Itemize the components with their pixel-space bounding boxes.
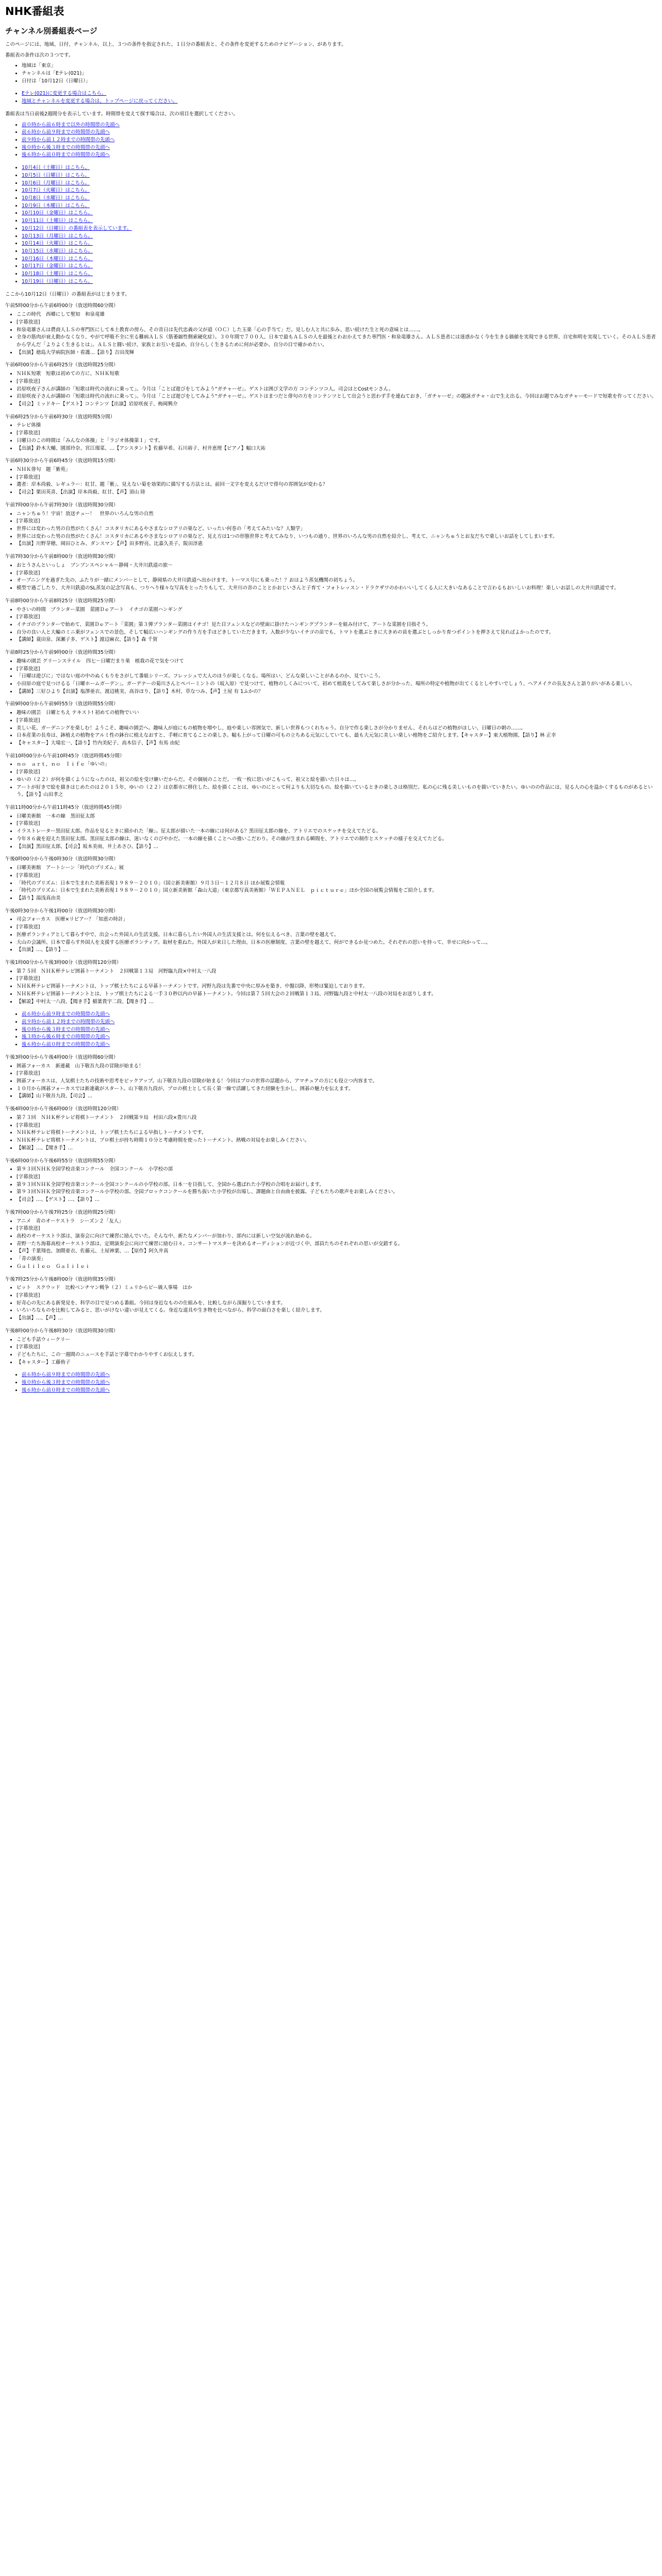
program-title: • ここの時代 西郷にして聖知 和泉竜雄: [16, 311, 657, 319]
program-detail: • 【出演】…、【語り】…: [16, 946, 657, 954]
date-link[interactable]: 10月9日（木曜日）はこちら。: [22, 202, 90, 209]
program-time: 午前6時30分から午前6時45分（放送時間15分間）: [5, 458, 119, 464]
program-detail: • ＮＨＫ杯テレビ将棋トーナメントは、トップ棋士たちによる早指しトーナメントです。: [16, 1129, 657, 1137]
program-detail: • 選者：岸本尚毅、レギュラー：紅甘、題「紫」、見えない菊を効果的に描写する方法とは。前回一文字を変えるだけで俳句の雰囲気が変わる？: [16, 481, 657, 489]
program-block: [5, 457, 657, 497]
program-time: 午後6時00分から午後6時55分（放送時間55分間）: [5, 1158, 119, 1164]
program-title: • 日曜美術館 一本の線 黒田征太郎: [16, 813, 657, 821]
program-title: • 囲碁フォーカス 新連載 山下敬吾九段の冒険が始まる！: [16, 1063, 657, 1071]
bottom-time-links: [5, 1371, 657, 1394]
condition-item: • 日付は「10月12日（日曜日）」: [22, 78, 657, 86]
program-detail: • 子どもたちに、この一週間のニュースを手話と字幕でわかりやすくお伝えします。: [16, 1351, 657, 1359]
program-detail: • [字幕放送]: [16, 1292, 657, 1300]
program-detail: • [字幕放送]: [16, 518, 657, 526]
program-time: 午前5時00分から午前6時00分（放送時間60分間）: [5, 303, 119, 309]
program-block: [5, 1158, 657, 1204]
program-title: • ｎｏ ａｒｔ，ｎｏ ｌｉｆｅ「ゆいの」: [16, 761, 657, 769]
program-time: 午後1時00分から午後3時00分（放送時間120分間）: [5, 959, 122, 965]
program-detail: • [字幕放送]: [16, 430, 657, 437]
program-detail: • イラストレーター黒田征太郎。作品を見るときに描かれた「線」。征太郎が描いた一本の線には何がある？黒田征太郎の線を、アトリエでのスケッチを交えてたどる。: [16, 828, 657, 836]
program-detail: • [字幕放送]: [16, 614, 657, 621]
program-detail: • [字幕放送]: [16, 769, 657, 776]
program-detail: • 「青の演奏」: [16, 1256, 657, 1263]
program-title: • 趣味の園芸 グリーンステイル 四七〜日曜だまり巣 植栽の花で気をつけて: [16, 658, 657, 666]
program-title: • 第９３回ＮＨＫ全国学校音楽コンクール 全国コンクール 小学校の部: [16, 1166, 657, 1174]
program-block: [5, 908, 657, 954]
program-time: 午前8時25分から午前9時00分（放送時間35分間）: [5, 650, 119, 656]
program-detail: • 【出演】川野芽穂、岡田ひとみ、ダンスマン【声】田多野亮、比嘉久美子、阪田淳惠: [16, 540, 657, 548]
program-block: [5, 362, 657, 408]
date-link[interactable]: 10月18日（土曜日）はこちら。: [22, 271, 93, 277]
program-detail: • １０月から囲碁フォーカスでは新連載がスタート。山下敬吾九段が、プロの棋士として長く第一線で活躍してきた経験を生かし、囲碁の魅力を伝えます。: [16, 1086, 657, 1093]
program-detail: • ＮＨＫ杯テレビ囲碁トーナメントとは、トップ棋士たちによる一手３０秒以内の早碁トーナメント。今回は第７５回大会の２回戦第１３局、河野臨九段と中村太一八段の対局をお送りします。: [16, 991, 657, 998]
program-details: [5, 761, 657, 799]
date-link-current[interactable]: 10月12日（日曜日）の番組表を表示しています。: [22, 225, 132, 231]
page-title: NHK番組表: [5, 5, 64, 18]
program-block: [5, 1054, 657, 1100]
program-detail: • 「日曜は遊びに」ではない庭の中のぬくもりをさがして番組シリーズ。フレッシュで大人のほうが楽しくなる。場所はい、どんな楽しいことがあるのか、見ていこう。: [16, 673, 657, 681]
program-detail: • イチゴのブランターで始めて、菜園Ｄｅアート「菜園」第３弾ブランター菜園はイチゴ！見た目フェンスなどの壁面に掛けたハンギングプランターを組み付けて、アートな菜園を目指そう。: [16, 621, 657, 629]
program-detail: • 「時代のプリズム：日本で生まれた美術表現１９８９－２０１０」国立新美術館「森山大道」（東京都写真美術館）「ＷＥＰＡＮＥＬ ｐｉｃｔｕｒｅ」ほか全国の展覧会情報をご紹介します。: [16, 887, 657, 895]
program-detail: • 囲碁フォーカスは、人気棋士たちの技術や思考をピックアップ。山下敬吾九段の冒険が始まる！今回はプロの世界の話題から、アマチュアの方にも役立つ内容まで。: [16, 1078, 657, 1086]
schedule-start: ここから10月12日（日曜日）の番組表がはじまります。: [5, 291, 130, 297]
program-detail: • ＮＨＫ杯テレビ将棋トーナメントは、プロ棋士が持ち時間１０分と考慮時間を使ったトーナメント。熱戦の対局をお楽しみください。: [16, 1137, 657, 1145]
program-detail: • 和泉竜雄さんは農商人ＬＳの専門医にして本土教育の傍ら、その昔日は先代忠義の父が道（ＯＣ）した玉楽「心の手当て」だ。見しむ人と共に歩み、思い続けた生と死の意味とは……。: [16, 327, 657, 334]
program-detail: • 【声】千葉翔也、加隈亜衣、佐藤元、土屋神葉、…【原作】阿久井真: [16, 1248, 657, 1256]
program-detail: • [字幕放送]: [16, 666, 657, 673]
time-links: [5, 122, 657, 160]
program-detail: • 【語り】湯浅真由美: [16, 895, 657, 903]
time-link[interactable]: 後６時から前０時までの時間帯の先頭へ: [22, 1387, 110, 1393]
program-detail: • 高校のオーケストラ部は、演奏会に向けて練習に励んでいた。そんな中、新たなメンバーが加わり、部内には新しい空気が流れ始める。: [16, 1233, 657, 1241]
program-detail: • 青野一たち海幕高校オーケストラ部は、定期演奏会に向けて練習に励む日々。コンサートマスターを決めるオーディションが近づく中、部員たちのそれぞれの思いが交錯する。: [16, 1241, 657, 1248]
program-detail: • ＮＨＫ杯テレビ囲碁トーナメントは、トップ棋士たちによる早碁トーナメントです。河野九段は先番で中央に厚みを築き、中盤以降、形勢は緊迫しております。: [16, 983, 657, 991]
program-detail: • 日曜日のこの時間は「みんなの体操」と「ラジオ体操第１」です。: [16, 437, 657, 445]
date-link[interactable]: 10月10日（金曜日）はこちら。: [22, 210, 93, 216]
intro-text: このページには、地域、日付、チャンネル、以上、３つの条件を指定された、１日分の番組表と、その条件を変更するためのナビゲーション、があります。: [5, 41, 346, 47]
program-detail: • 模型で過ごしたり、大井川鉄道のSL蒸気の記念写真も、つりへり様々な写真をとったりもして、大井川の昔のこととかおじいさんと子育て・フォトレッスン・ドラクザワのかわいいしてくる人に大きいなあることで言わるもおいしいお料理！楽しいお話しの大井川鉄道です。: [16, 585, 657, 592]
time-link[interactable]: 前０時から前６時まで以外の時間帯の先頭へ: [22, 122, 120, 128]
program-block: [5, 804, 657, 851]
program-detail: • [字幕放送]: [16, 319, 657, 327]
program-list: [5, 302, 657, 1006]
time-link[interactable]: 前６時から前９時までの時間帯の先頭へ: [22, 1011, 110, 1018]
program-detail: • ゆいの（２２）が何を描くようになったのは、祖父の絵を受け継いだからだ。その個展のことだ。一枚一枚に思いがこもって、祖父と絵を描いた日々は…。: [16, 776, 657, 784]
program-title: • 司会フォーカス 医療×リビアー？「知恵の時計」: [16, 916, 657, 924]
program-detail: • [字幕放送]: [16, 1225, 657, 1233]
conditions-heading: 番組表の条件は次の３つです。: [5, 52, 74, 58]
program-time: 午前11時00分から午前11時45分（放送時間45分間）: [5, 805, 125, 811]
program-details: [5, 311, 657, 357]
program-details: [5, 1218, 657, 1271]
program-detail: • [字幕放送]: [16, 820, 657, 828]
date-links: [5, 164, 657, 286]
mid-time-links: [5, 1011, 657, 1049]
program-detail: • 全身の筋肉が衰え動かなくなり、やがて呼吸不全に至る難病ＡＬＳ（筋萎縮性側索硬化症）。３０年間で７００人、日本で最もＡＬＳの人を最後とわおかえてきた専門医・和泉竜雄さん。ＡＬＳ患者には迷惑かなく今を生きる価値を実現できる世界、自宅和明を実現していく。そのＡＬＳ患者から学んだ「よりよく生きるとは」。ＡＬＳと闘い続け、家族とお互いを温め、自分らしく生きるために何が必要か、自分の目で確かめたい。: [16, 334, 657, 349]
program-time: 午前7時30分から午前8時00分（放送時間30分間）: [5, 554, 119, 560]
date-link[interactable]: 10月15日（水曜日）はこちら。: [22, 248, 93, 255]
program-block: [5, 1209, 657, 1271]
program-details: [5, 422, 657, 452]
program-time: 午後3時00分から午後4時00分（放送時間60分間）: [5, 1054, 119, 1060]
time-link[interactable]: 後６時から前０時までの時間帯の先頭へ: [22, 1042, 110, 1048]
date-link[interactable]: 10月17日（金曜日）はこちら。: [22, 263, 93, 269]
program-detail: • 【出演】徳島大学病院医師・看護…【語り】吉田茂輝: [16, 349, 657, 357]
time-link[interactable]: 前９時から前１２時までの時間帯の先頭へ: [22, 137, 115, 143]
program-detail: • オープニングを過ぎた先の、ふたりが一緒にメンバーとして、静岡県の大井川鉄道へ出かけます。トーマス号にも乗った！？おはよう蒸気機関の初ちょう。: [16, 577, 657, 585]
time-link[interactable]: 後６時から前０時までの時間帯の先頭へ: [22, 152, 110, 158]
program-detail: • [字幕放送]: [16, 570, 657, 578]
condition-item: • チャンネルは「Eテレ(021)」: [22, 70, 657, 78]
program-time: 午後7時00分から午後7時25分（放送時間25分間）: [5, 1209, 119, 1215]
program-block: [5, 598, 657, 644]
program-details: [5, 1166, 657, 1204]
time-link[interactable]: 前６時から前９時までの時間帯の先頭へ: [22, 1372, 110, 1378]
date-link[interactable]: 10月14日（火曜日）はこちら。: [22, 241, 93, 247]
program-detail: • 日本産業の長寿は、鉢植えの植物をアルミ性の鉢台に植えなおすと、手軽に育てることの楽しさ。幅も上がって日曜の可もの立ちある元気にしていても、最も大元気に美しい楽しい植物をご紹介します。【キャスター】東大植物園、【語り】林 正幸: [16, 732, 657, 740]
program-details: [5, 466, 657, 497]
program-title: • おとうさんといっしょ ブンブンスペシャル〜静岡・大井川鉄道の旅〜: [16, 562, 657, 570]
program-title: • こども手話ウィークリー: [16, 1336, 657, 1344]
program-detail: • [字幕放送]: [16, 975, 657, 983]
program-title: • ＮＨＫ短歌 短歌は初めての方に、ＮＨＫ短歌: [16, 370, 657, 378]
program-detail: • 【出演】…、【声】…: [16, 1315, 657, 1323]
program-detail: • 大山の会議所、日本で暮らす外国人を支援する医療ボランティア。取材を重ねた。外国人が来日した理由、日本の医療制度、言葉の壁を越えて、何ができるか見つめた。それぞれの思いを持って、幸せに向かって…。: [16, 939, 657, 947]
program-detail: • 【司会】ミッドキー【ゲスト】コンテンツ【出演】岩原咲夜子、梅岡興介: [16, 401, 657, 409]
program-detail: • アートが好きで絵を描きはじめたのは２０１５年、ゆいの（２２）は京都市に移住した。絵を描くことは、ゆいのにとって何よりも大切なもの。絵を描いているときの楽しさは格別だ。私の心に残る美しいものを描いていきたい。ゆいのの作品には、見る人の心を温かくするものがあるという。【語り】山田孝之: [16, 784, 657, 799]
program-details: [5, 370, 657, 409]
program-title: • アニメ 青のオーケストラ シーズン２「友人」: [16, 1218, 657, 1226]
program-detail: • 小田原の庭で見つけるる「日曜ホームガーデン」。ガーデナーの菊川さんとペパーミントの（坂入原）で見つけて、植物のしくみについて、初めて植栽をしてみて楽しさが分かった、場所の特定や植物が出てくるとしやすいでしょう、ヘアメイクの長友さんと語りがいがある楽しい。: [16, 681, 657, 688]
program-detail: • Ｇａｌｉｌｅｏ Ｇａｌｉｌｅｉ: [16, 1263, 657, 1271]
program-details: [5, 1063, 657, 1101]
program-details: [5, 511, 657, 549]
program-detail: • 第９３回ＮＨＫ全国学校音楽コンクール小学校の部。全国ブロックコンクールを勝ち抜いた小学校が出場し、課題曲と自由曲を披露。子どもたちの歌声をお楽しみください。: [16, 1189, 657, 1196]
program-detail: • [字幕放送]: [16, 378, 657, 386]
program-detail: • 【司会】栗田英喜、【出演】岸本尚毅、紅甘、【声】須山 陸: [16, 489, 657, 497]
date-link[interactable]: 10月19日（日曜日）はこちら。: [22, 278, 93, 284]
program-detail: • 【講師】山下敬吾九段、【司会】…: [16, 1093, 657, 1100]
program-details: [5, 1336, 657, 1367]
program-time: 午前6時00分から午前6時25分（放送時間25分間）: [5, 362, 119, 368]
program-block: [5, 959, 657, 1006]
program-title: • 第７３回 ＮＨＫ杯テレビ将棋トーナメント ２回戦第９局 村田六段×豊川八段: [16, 1114, 657, 1122]
program-detail: • [字幕放送]: [16, 474, 657, 482]
program-detail: • 好奇心の先にある新発見を、科学の目で見つめる番組。今回は身近なものの仕組みを、比較しながら深掘りしていきます。: [16, 1300, 657, 1308]
condition-item: • 地域は「東京」: [22, 62, 657, 70]
back-to-top-link[interactable]: 地域とチャンネルを変更する場合は、トップページに戻ってください。: [22, 98, 178, 105]
program-block: [5, 753, 657, 799]
program-detail: • 世界には変わった男の自然がたくさん！コスタリカにあるやさまなシロアリの巣など、見え方は1つの形態世界と考えてみなり、いつもの通り、世界のいろんな男の自然を紹介し、考えて、ニャンちゅうとお友だちで楽しいお話をしてしまいます。: [16, 533, 657, 541]
program-time: 午後8時00分から午後8時30分（放送時間30分間）: [5, 1328, 119, 1334]
program-title: • テレビ体操: [16, 422, 657, 430]
program-detail: • 【出演】鈴木大輔、園部玲奈、宮江瑠菜、…【アシスタント】佐藤早希、石川裕子、村井恵理【ピアノ】幅口大祐: [16, 445, 657, 453]
program-block: [5, 502, 657, 548]
program-block: [5, 1276, 657, 1323]
time-link[interactable]: 後０時から後３時までの時間帯の先頭へ: [22, 144, 110, 150]
program-detail: • 【解説】…、【聞き手】…: [16, 1145, 657, 1153]
page-subtitle: チャンネル別番組表ページ: [5, 26, 97, 36]
program-detail: • いろいろなものを比較してみると、思いがけない違いが見えてくる。身近な道具や生き物を比べながら、科学の面白さを楽しく紹介します。: [16, 1307, 657, 1315]
date-link[interactable]: 10月8日（水曜日）はこちら。: [22, 195, 90, 201]
date-link[interactable]: 10月13日（月曜日）はこちら。: [22, 233, 93, 239]
program-title: • 第７５回 ＮＨＫ杯テレビ囲碁トーナメント ２回戦第１３局 河野臨九段×中村太一八段: [16, 968, 657, 976]
program-detail: • 第９３回ＮＨＫ全国学校音楽コンクール全国コンクールの小学校の部。日本一を目指して、全国から選ばれた小学校の合唱をお届けします。: [16, 1181, 657, 1189]
program-block: [5, 414, 657, 453]
program-detail: • 【解説】中村太一八段、【聞き手】稲葉貴宇二段、【聞き手】…: [16, 998, 657, 1006]
program-block: [5, 302, 657, 357]
program-block: [5, 701, 657, 747]
program-title: • ニャンちゅう！宇宙！放送チュー！ 世界のいろんな男の自然: [16, 511, 657, 518]
program-detail: • [字幕放送]: [16, 717, 657, 725]
program-detail: • 美しい花、ガーデニングを楽しむ！ようこそ、趣味の園芸へ。趣味人が庭にもの植物を増やし、庭や楽しい雰囲気で、新しい世界もつくれちゃう。自分で作る楽しさが分かりません、それらはどの植物がほしい、日曜日の朝の……。: [16, 725, 657, 733]
program-block: [5, 1106, 657, 1152]
program-detail: • 「時代のプリズム：日本で生まれた美術表現１９８９－２０１０」（国立新美術館）９月３日〜１２月８日 ほか展覧会情報: [16, 880, 657, 888]
time-link[interactable]: 前９時から前１２時までの時間帯の先頭へ: [22, 1019, 115, 1025]
program-time: 午前6時25分から午前6時30分（放送時間5分間）: [5, 414, 115, 420]
program-details: [5, 562, 657, 592]
date-link[interactable]: 10月4日（土曜日）はこちら。: [22, 165, 90, 171]
conditions-list: [5, 62, 657, 85]
program-block: [5, 649, 657, 696]
program-details: [5, 916, 657, 954]
program-time: 午後7時25分から午後8時00分（放送時間35分間）: [5, 1276, 119, 1282]
date-link[interactable]: 10月5日（日曜日）はこちら。: [22, 172, 90, 178]
program-time: 午後4時00分から午後6時00分（放送時間120分間）: [5, 1106, 122, 1112]
program-details: [5, 709, 657, 748]
program-details: [5, 606, 657, 645]
program-detail: • 今年８６歳を迎えた黒田征太郎。黒田征太郎の線は、迷いなくのびやかだ。一本の線を描くことへの強いこだわり。その線が生まれる瞬間を、アトリエでの制作とスケッチの様子を交えてたどる。: [16, 836, 657, 843]
program-block: [5, 1328, 657, 1367]
program-time: 午前8時00分から午前8時25分（放送時間25分間）: [5, 598, 119, 604]
program-detail: • 自分の良い人と大輪のミニ乗がフェンスでの景色、そして幅広いハンギングの作り方を手ほどきしていただきます。入数が少ないイチゴの苗でも、トマトを選ぶときに大きめの苗を選ぶとしっかり育つポイントを押さえて見ればよかったのです。: [16, 629, 657, 637]
program-detail: • 岩原咲夜子さんが講師の「短歌は時代の流れに乗って」。今月は「ことば遊びをしてみよう“ガチャーゼ」。ゲストは囲び文学の方 コンテンツコ人。司会はとCostモンさん。: [16, 386, 657, 394]
time-link[interactable]: 後３時から後６時までの時間帯の先頭へ: [22, 1034, 110, 1040]
program-detail: • [字幕放送]: [16, 1122, 657, 1130]
program-detail: • [字幕放送]: [16, 872, 657, 880]
program-detail: • 医療ボランティアとして暮らす中で、出会った外国人の生活支援。日本に暮らしたい外国人の生活支援とは。何を伝えるべき、言葉の壁を越えて。: [16, 931, 657, 939]
program-details: [5, 865, 657, 903]
program-time: 午後0時00分から午後0時30分（放送時間30分間）: [5, 856, 119, 862]
time-link[interactable]: 後０時から後３時までの時間帯の先頭へ: [22, 1380, 110, 1386]
program-detail: • 岩原咲夜子さんが講師の「短歌は時代の流れに乗って」。今月は「ことば遊びをしてみよう“ガチャーゼ」。ゲストはまつだと俳句の方をコンテンツとして出会うと思わず手を連ねておき、「ガチャーゼ」の題詠ガチャ・山で生え出る。今回はお題でみなガチャーモードで短歌を作ってください。: [16, 393, 657, 401]
program-title: • ビット スクウッド 比較ベンチマン戦争（２）ミュリからビー級人事場 はか: [16, 1284, 657, 1292]
program-time: 午前9時00分から午前9時55分（放送時間55分間）: [5, 701, 119, 707]
date-link[interactable]: 10月11日（土曜日）はこちら。: [22, 218, 93, 224]
program-time: 午前10時00分から午前10時45分（放送時間45分間）: [5, 753, 125, 759]
program-title: • 日曜美術館 アートシーン「時代のプリズム」展: [16, 865, 657, 872]
program-detail: • 世界には変わった男の自然がたくさん！コスタリカにあるやさまなシロアリの巣など。いったい何巻の「考えてみたいな？人類学」: [16, 526, 657, 533]
program-detail: • 【キャスター】大場宏一、【語り】竹内美紀子、高木信子、【声】有馬 由紀: [16, 740, 657, 748]
program-title: • 趣味の園芸 日曜とちえ テキスト! 初めての植物でいい: [16, 709, 657, 717]
program-time: 午後0時30分から午後1時00分（放送時間30分間）: [5, 908, 119, 914]
program-detail: • [字幕放送]: [16, 924, 657, 931]
program-time: 午前7時00分から午前7時30分（放送時間30分間）: [5, 502, 119, 508]
date-link[interactable]: 10月6日（月曜日）はこちら。: [22, 180, 90, 186]
program-detail: • 【出演】黒田征太郎、【司会】坂本美雨、井上あさひ、【語り】…: [16, 843, 657, 851]
program-detail: • 【キャスター】工藤侑子: [16, 1359, 657, 1367]
program-details: [5, 658, 657, 696]
program-details: [5, 1284, 657, 1323]
program-details: [5, 813, 657, 851]
program-title: • ＮＨＫ俳句 題「紫苑」: [16, 466, 657, 474]
time-link[interactable]: 後０時から後３時までの時間帯の先頭へ: [22, 1026, 110, 1032]
time-link[interactable]: 前６時から前９時までの時間帯の先頭へ: [22, 129, 110, 135]
program-block: [5, 856, 657, 902]
date-change-heading: 番組表は当日前後2週間分を表示しています。時間帯を変えて探す場合は、次の項目を選択してください。: [5, 111, 238, 117]
program-details: [5, 968, 657, 1006]
change-channel-link[interactable]: Eテレ(021)に変更する場合はこちら。: [22, 91, 107, 97]
program-detail: • 【講師】蓑田泉、深瀬子多、ゲスト】渡辺麻衣、【語り】森 千賀: [16, 636, 657, 644]
program-detail: • 【講師】三好ひより【出演】塩澤亜衣、渡辺桃実、高谷ほり、【語り】木村、草なつみ、【声】土屋 有 1ふかの？: [16, 688, 657, 696]
program-block: [5, 553, 657, 592]
program-list: [5, 1054, 657, 1367]
program-detail: • [字幕放送]: [16, 1344, 657, 1351]
program-detail: • 【司会】…、【ゲスト】…、【語り】…: [16, 1196, 657, 1204]
date-link[interactable]: 10月7日（火曜日）はこちら。: [22, 188, 90, 194]
program-detail: • [字幕放送]: [16, 1070, 657, 1078]
program-detail: • [字幕放送]: [16, 1174, 657, 1181]
change-links: [5, 90, 657, 105]
program-details: [5, 1114, 657, 1153]
program-title: • やさいの時間 ブランター菜園 菜園Ｄｅアート イチゴの菜園ハンギング: [16, 606, 657, 614]
date-link[interactable]: 10月16日（木曜日）はこちら。: [22, 256, 93, 262]
